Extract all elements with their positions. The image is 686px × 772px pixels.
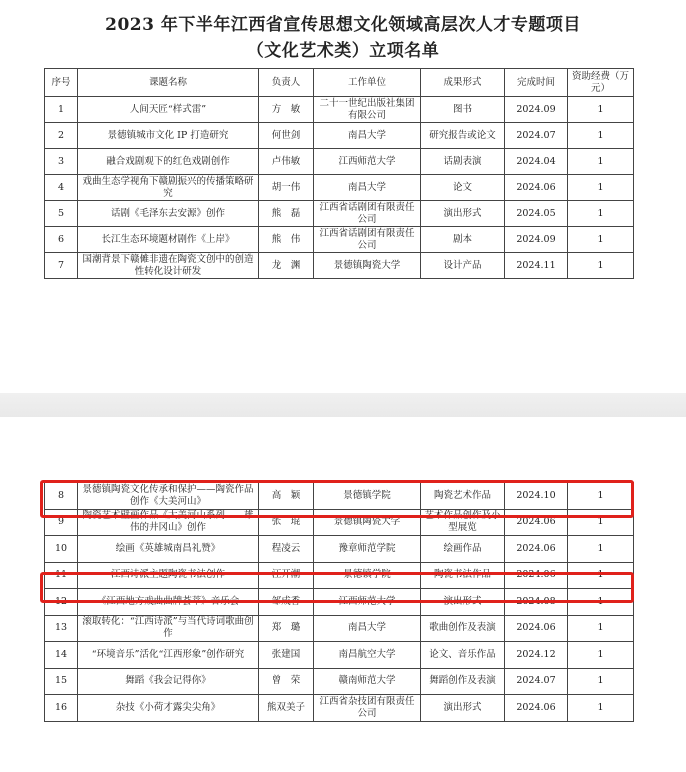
- cell-fund: 1: [568, 509, 634, 536]
- cell-no: 7: [45, 253, 78, 279]
- cell-form: 艺术作品创作及小型展览: [421, 509, 505, 536]
- cell-form: 论文、音乐作品: [421, 642, 505, 669]
- table-row: [45, 201, 634, 227]
- table-header-row: [45, 69, 634, 97]
- cell-form: 绘画作品: [421, 536, 505, 563]
- cell-date: 2024.07: [505, 123, 568, 149]
- cell-form: 演出形式: [421, 695, 505, 722]
- cell-lead: 方 敏: [259, 97, 314, 123]
- cell-unit: 豫章师范学院: [314, 536, 421, 563]
- cell-date: 2024.12: [505, 642, 568, 669]
- cell-fund: 1: [568, 227, 634, 253]
- cell-unit: 南昌大学: [314, 123, 421, 149]
- cell-name: 长江生态环境题材剧作《上岸》: [78, 227, 259, 253]
- cell-lead: 汪开潮: [259, 562, 314, 589]
- cell-fund: 1: [568, 589, 634, 616]
- cell-form: 舞蹈创作及表演: [421, 668, 505, 695]
- cell-form: 图书: [421, 97, 505, 123]
- cell-lead: 程凌云: [259, 536, 314, 563]
- cell-no: 13: [45, 615, 78, 642]
- cell-date: 2024.04: [505, 149, 568, 175]
- cell-name: 融合戏剧观下的红色戏剧创作: [78, 149, 259, 175]
- header-no: 序号: [45, 69, 78, 97]
- table-row: [45, 536, 634, 563]
- cell-no: 4: [45, 175, 78, 201]
- cell-form: 剧本: [421, 227, 505, 253]
- cell-date: 2024.06: [505, 509, 568, 536]
- table-row: [45, 695, 634, 722]
- cell-form: 陶瓷艺术作品: [421, 483, 505, 510]
- page-gap: [0, 393, 686, 417]
- cell-date: 2024.06: [505, 562, 568, 589]
- cell-no: 1: [45, 97, 78, 123]
- cell-fund: 1: [568, 615, 634, 642]
- cell-no: 5: [45, 201, 78, 227]
- cell-no: 15: [45, 668, 78, 695]
- cell-date: 2024.06: [505, 536, 568, 563]
- cell-no: 6: [45, 227, 78, 253]
- cell-name: 国潮背景下赣傩非遗在陶瓷文创中的创造性转化设计研发: [78, 253, 259, 279]
- header-name: 课题名称: [78, 69, 259, 97]
- cell-fund: 1: [568, 175, 634, 201]
- cell-unit: 景德镇陶瓷大学: [314, 253, 421, 279]
- cell-no: 9: [45, 509, 78, 536]
- cell-fund: 1: [568, 695, 634, 722]
- cell-form: 论文: [421, 175, 505, 201]
- cell-fund: 1: [568, 149, 634, 175]
- cell-unit: 二十一世纪出版社集团有限公司: [314, 97, 421, 123]
- cell-fund: 1: [568, 97, 634, 123]
- cell-name: 陶瓷艺术壁画作品《大美河山系列——雄伟的井冈山》创作: [78, 509, 259, 536]
- cell-lead: 龙 渊: [259, 253, 314, 279]
- cell-fund: 1: [568, 123, 634, 149]
- table-row: [45, 642, 634, 669]
- cell-fund: 1: [568, 536, 634, 563]
- cell-date: 2024.10: [505, 483, 568, 510]
- cell-fund: 1: [568, 642, 634, 669]
- cell-date: 2024.09: [505, 227, 568, 253]
- cell-name: “环境音乐”活化“江西形象”创作研究: [78, 642, 259, 669]
- header-date: 完成时间: [505, 69, 568, 97]
- cell-unit: 赣南师范大学: [314, 668, 421, 695]
- cell-date: 2024.11: [505, 253, 568, 279]
- table-row: [45, 615, 634, 642]
- cell-lead: 张 琨: [259, 509, 314, 536]
- table-row: [45, 253, 634, 279]
- cell-no: 14: [45, 642, 78, 669]
- cell-date: 2024.05: [505, 201, 568, 227]
- cell-fund: 1: [568, 253, 634, 279]
- cell-fund: 1: [568, 668, 634, 695]
- cell-lead: 曾 荣: [259, 668, 314, 695]
- cell-unit: 南昌大学: [314, 175, 421, 201]
- cell-date: 2024.07: [505, 668, 568, 695]
- cell-unit: 景德镇陶瓷大学: [314, 509, 421, 536]
- cell-no: 8: [45, 483, 78, 510]
- cell-form: 设计产品: [421, 253, 505, 279]
- cell-unit: 景德镇学院: [314, 483, 421, 510]
- cell-no: 3: [45, 149, 78, 175]
- cell-name: 《江西地方戏曲曲牌荟萃》音乐会: [78, 589, 259, 616]
- cell-form: 歌曲创作及表演: [421, 615, 505, 642]
- cell-name: 话剧《毛泽东去安源》创作: [78, 201, 259, 227]
- header-form: 成果形式: [421, 69, 505, 97]
- cell-lead: 胡一伟: [259, 175, 314, 201]
- cell-form: 研究报告或论文: [421, 123, 505, 149]
- cell-date: 2024.08: [505, 589, 568, 616]
- table-row: [45, 149, 634, 175]
- cell-form: 演出形式: [421, 201, 505, 227]
- cell-lead: 张建国: [259, 642, 314, 669]
- cell-name: 舞蹈《我会记得你》: [78, 668, 259, 695]
- cell-no: 2: [45, 123, 78, 149]
- cell-unit: 江西省杂技团有限责任公司: [314, 695, 421, 722]
- table-row: [45, 123, 634, 149]
- table-row: [45, 227, 634, 253]
- document-title: 2023 年下半年江西省宣传思想文化领域高层次人才专题项目: [105, 15, 581, 35]
- cell-lead: 熊 磊: [259, 201, 314, 227]
- cell-no: 11: [45, 562, 78, 589]
- cell-date: 2024.06: [505, 615, 568, 642]
- table-row: [45, 97, 634, 123]
- cell-fund: 1: [568, 483, 634, 510]
- header-lead: 负责人: [259, 69, 314, 97]
- cell-name: 戏曲生态学视角下赣剧振兴的传播策略研究: [78, 175, 259, 201]
- cell-form: 话剧表演: [421, 149, 505, 175]
- cell-lead: 高 颖: [259, 483, 314, 510]
- cell-unit: 江西师范大学: [314, 149, 421, 175]
- header-fund: 资助经费（万元）: [568, 69, 634, 97]
- cell-lead: 卢伟敏: [259, 149, 314, 175]
- highlight-box-row-11: [40, 572, 634, 603]
- cell-unit: 江西师范大学: [314, 589, 421, 616]
- cell-date: 2024.06: [505, 695, 568, 722]
- cell-no: 16: [45, 695, 78, 722]
- cell-name: 杂技《小荷才露尖尖角》: [78, 695, 259, 722]
- cell-form: 陶瓷书法作品: [421, 562, 505, 589]
- cell-unit: 景德镇学院: [314, 562, 421, 589]
- table-row: [45, 175, 634, 201]
- cell-name: 绘画《英雄城南昌礼赞》: [78, 536, 259, 563]
- cell-no: 12: [45, 589, 78, 616]
- cell-fund: 1: [568, 201, 634, 227]
- cell-name: 景德镇城市文化 IP 打造研究: [78, 123, 259, 149]
- cell-unit: 江西省话剧团有限责任公司: [314, 201, 421, 227]
- cell-name: 江西诗派主题陶瓷书法创作: [78, 562, 259, 589]
- cell-unit: 南昌航空大学: [314, 642, 421, 669]
- cell-lead: 熊 伟: [259, 227, 314, 253]
- cell-unit: 江西省话剧团有限责任公司: [314, 227, 421, 253]
- project-table-page1: [44, 68, 634, 279]
- cell-name: 景德镇陶瓷文化传承和保护——陶瓷作品创作《大美河山》: [78, 483, 259, 510]
- cell-date: 2024.09: [505, 97, 568, 123]
- cell-name: 滚取转化：“江西诗派”与当代诗词歌曲创作: [78, 615, 259, 642]
- cell-unit: 南昌大学: [314, 615, 421, 642]
- cell-lead: 熊双美子: [259, 695, 314, 722]
- cell-date: 2024.06: [505, 175, 568, 201]
- cell-form: 演出形式: [421, 589, 505, 616]
- document-subtitle: （文化艺术类）立项名单: [246, 41, 440, 61]
- cell-lead: 郑 璐: [259, 615, 314, 642]
- cell-no: 10: [45, 536, 78, 563]
- highlight-box-row-8: [40, 480, 634, 518]
- table-row: [45, 668, 634, 695]
- cell-lead: 何世剑: [259, 123, 314, 149]
- cell-lead: 邹成香: [259, 589, 314, 616]
- cell-name: 人间天匠“样式雷”: [78, 97, 259, 123]
- cell-fund: 1: [568, 562, 634, 589]
- header-unit: 工作单位: [314, 69, 421, 97]
